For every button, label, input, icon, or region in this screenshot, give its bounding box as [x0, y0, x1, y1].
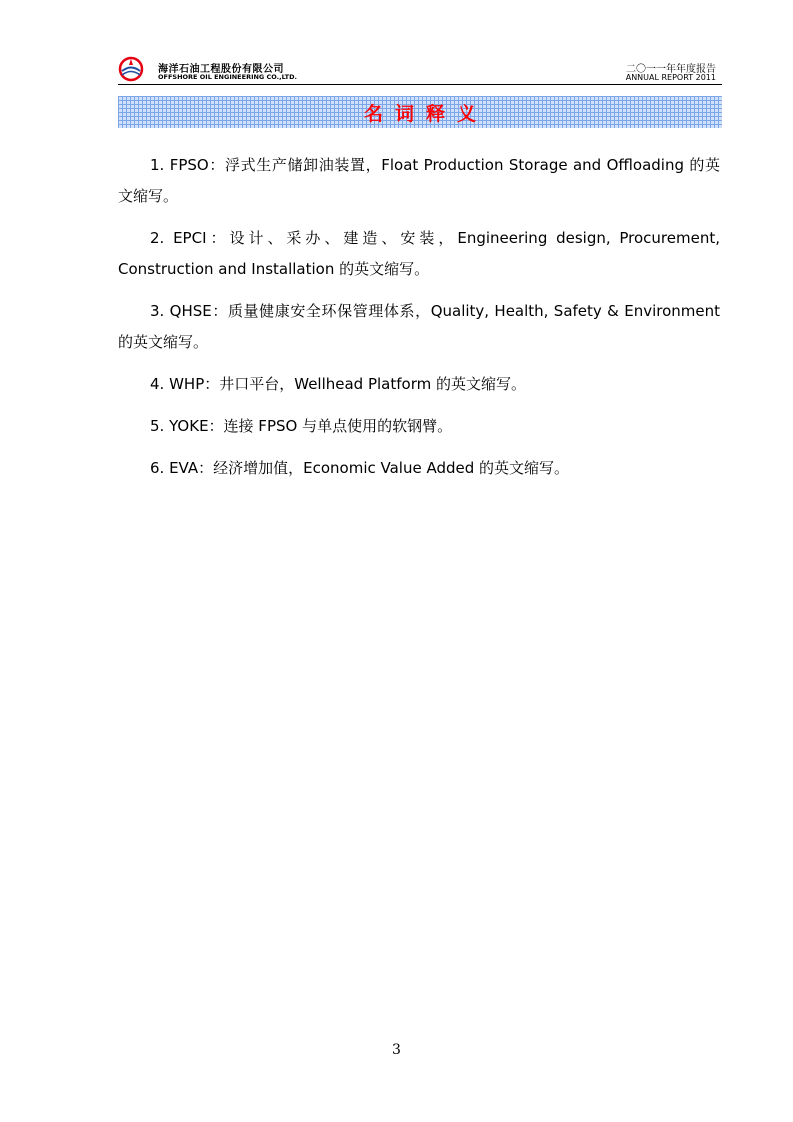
page-header [118, 52, 722, 85]
definition-item-eva: 6. EVA：经济增加值，Economic Value Added 的英文缩写。 [150, 459, 570, 477]
definition-item-whp: 4. WHP：井口平台，Wellhead Platform 的英文缩写。 [150, 375, 526, 393]
section-title-bar [118, 96, 722, 128]
section-title: 名词释义 [363, 102, 488, 125]
report-title-en: ANNUAL REPORT 2011 [625, 73, 716, 82]
company-name-cn: 海洋石油工程股份有限公司 [158, 64, 284, 75]
company-name-en: OFFSHORE OIL ENGINEERING CO.,LTD. [158, 73, 297, 81]
definition-item-fpso: 1. FPSO：浮式生产储卸油装置，Float Production Storage and Offloading 的英文缩写。 [118, 156, 720, 205]
page-number: 3 [392, 1042, 401, 1058]
definition-item-yoke: 5. YOKE：连接 FPSO 与单点使用的软钢臂。 [150, 417, 453, 435]
definition-item-epci: 2. EPCI：设计、采办、建造、安装，Engineering design, Procurement, Construction and Installation 的英文缩写。 [118, 229, 720, 278]
report-title-cn: 二〇一一年年度报告 [626, 64, 716, 75]
company-logo-icon [118, 56, 156, 82]
definition-item-qhse: 3. QHSE：质量健康安全环保管理体系，Quality, Health, Safety & Environment 的英文缩写。 [118, 302, 720, 351]
definitions-list [118, 150, 720, 495]
